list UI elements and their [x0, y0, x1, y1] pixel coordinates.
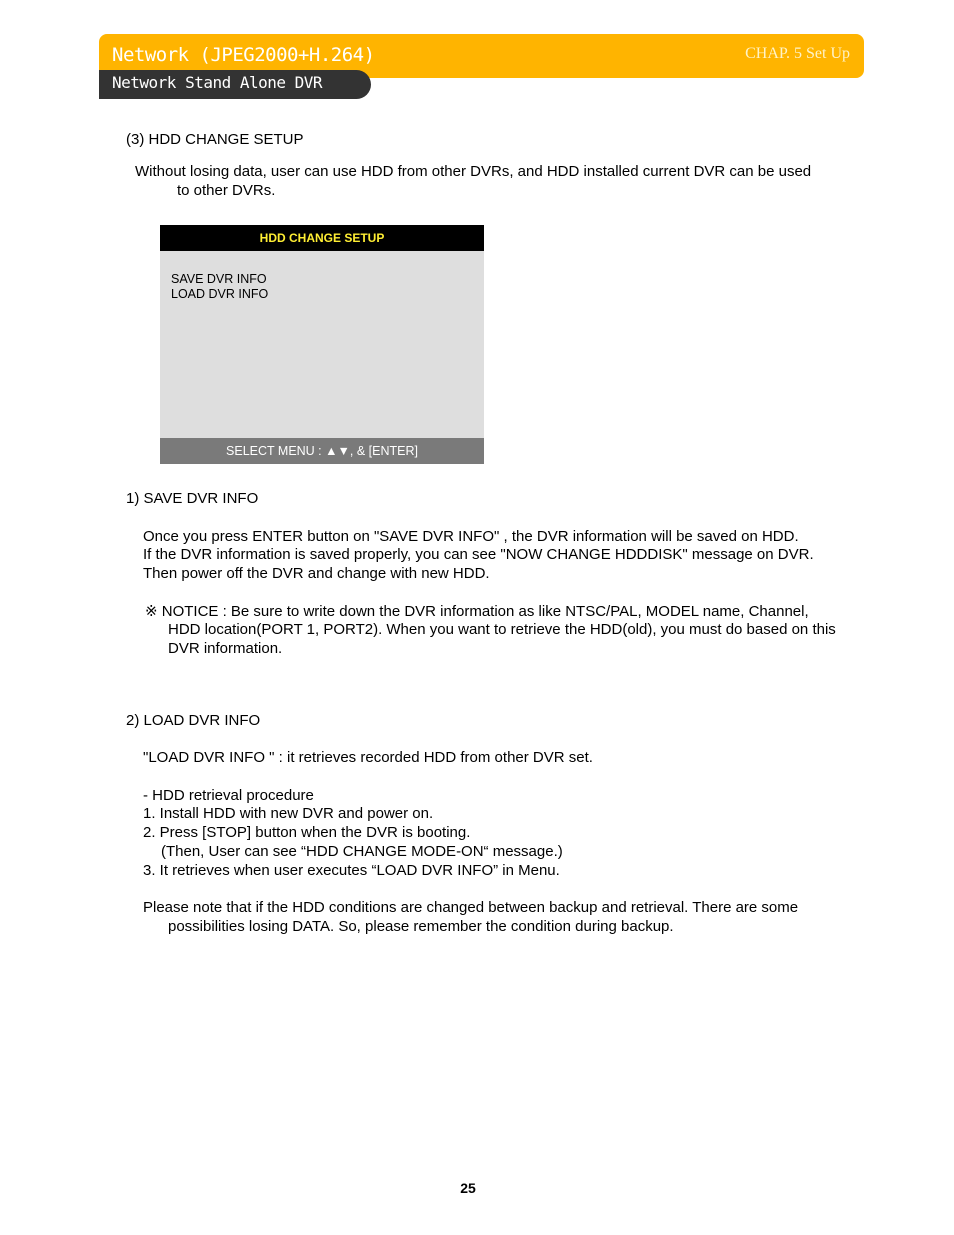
menu-item-load-dvr-info[interactable]: LOAD DVR INFO	[171, 287, 269, 301]
note-line-2: possibilities losing DATA. So, please remember the condition during backup.	[168, 918, 674, 935]
menu-footer-hint: SELECT MENU : ▲▼, & [ENTER]	[160, 438, 484, 464]
page-number: 25	[460, 1180, 476, 1196]
load-description: "LOAD DVR INFO " : it retrieves recorded HDD from other DVR set.	[143, 749, 593, 766]
intro-line-1: Without losing data, user can use HDD from other DVRs, and HDD installed current DVR can be used	[135, 163, 812, 180]
procedure-step-1: 1. Install HDD with new DVR and power on.	[143, 805, 434, 822]
menu-title: HDD CHANGE SETUP	[160, 225, 484, 251]
note-line-1: Please note that if the HDD conditions are changed between backup and retrieval. There are some	[143, 899, 799, 916]
section-heading: (3) HDD CHANGE SETUP	[126, 131, 304, 148]
subtitle-text: Network Stand Alone DVR	[112, 73, 323, 92]
load-heading: 2) LOAD DVR INFO	[126, 712, 261, 729]
procedure-step-2: 2. Press [STOP] button when the DVR is booting.	[143, 824, 471, 841]
save-line-1: Once you press ENTER button on "SAVE DVR INFO" , the DVR information will be saved on HDD.	[143, 528, 799, 545]
procedure-step-2-note: (Then, User can see “HDD CHANGE MODE-ON“ message.)	[161, 843, 563, 860]
save-line-2: If the DVR information is saved properly, you can see "NOW CHANGE HDDDISK" message on DVR.	[143, 546, 814, 563]
save-heading: 1) SAVE DVR INFO	[126, 490, 259, 507]
procedure-title: - HDD retrieval procedure	[143, 787, 314, 804]
notice-line-3: DVR information.	[168, 640, 283, 657]
notice-line-1: ※ NOTICE : Be sure to write down the DVR information as like NTSC/PAL, MODEL name, Channel,	[145, 603, 809, 620]
intro-line-2: to other DVRs.	[177, 182, 276, 199]
save-line-3: Then power off the DVR and change with new HDD.	[143, 565, 490, 582]
hdd-change-setup-menu	[160, 225, 484, 464]
notice-line-2: HDD location(PORT 1, PORT2). When you want to retrieve the HDD(old), you must do based on this	[168, 621, 836, 638]
menu-item-save-dvr-info[interactable]: SAVE DVR INFO	[171, 272, 267, 286]
chapter-label: CHAP. 5 Set Up	[745, 45, 850, 62]
procedure-step-3: 3. It retrieves when user executes “LOAD DVR INFO” in Menu.	[143, 862, 560, 879]
header-title: Network (JPEG2000+H.264)	[112, 44, 375, 66]
